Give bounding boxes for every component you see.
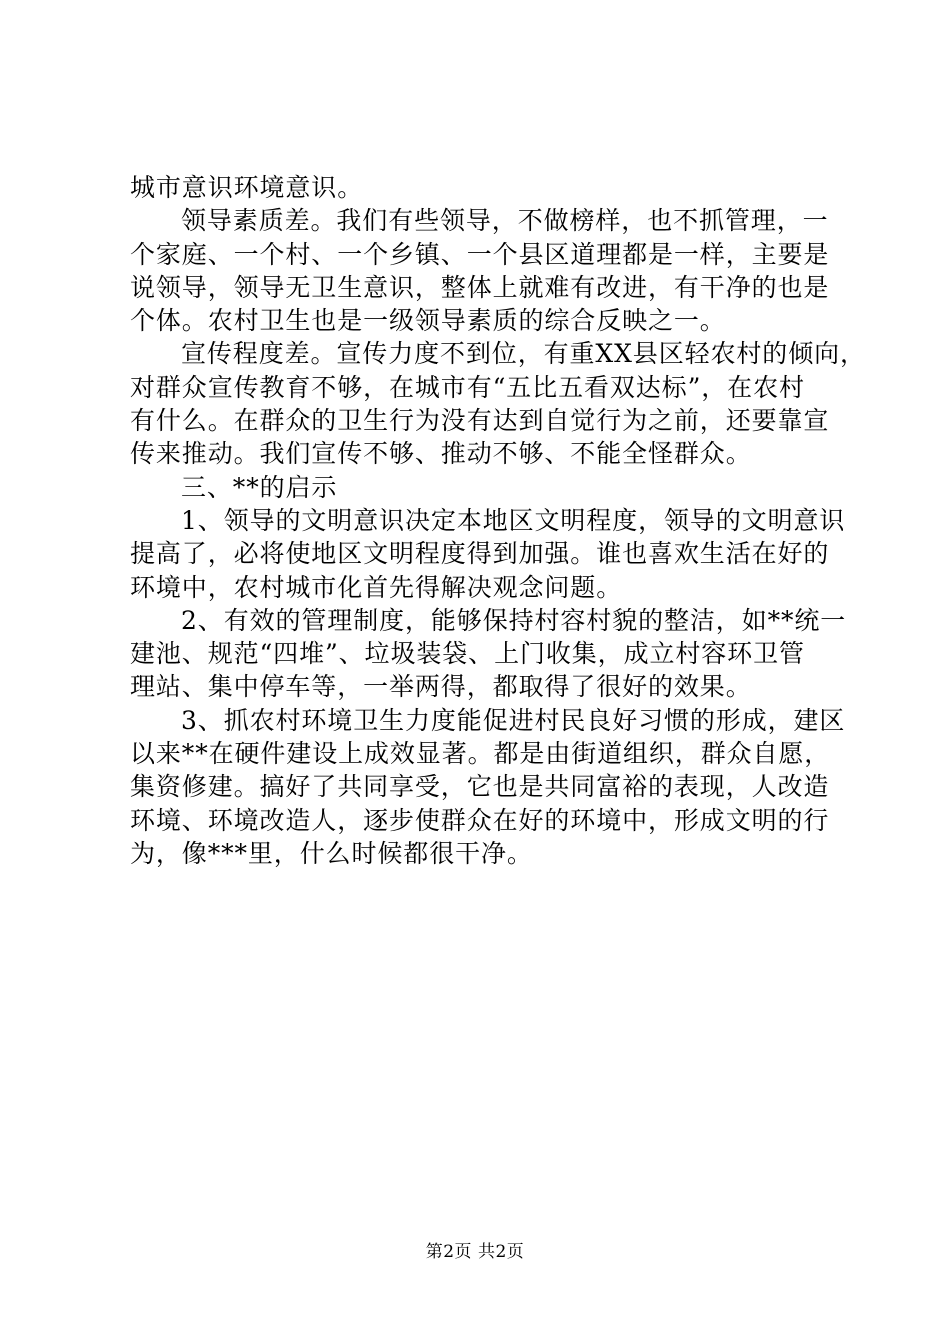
text-line: 环境、环境改造人，逐步使群众在好的环境中，形成文明的行: [130, 805, 830, 835]
text-line: 领导素质差。我们有些领导，不做榜样，也不抓管理，一: [181, 206, 829, 236]
text-line: 个家庭、一个村、一个乡镇、一个县区道理都是一样，主要是: [130, 239, 830, 269]
text-line: 3、抓农村环境卫生力度能促进村民良好习惯的形成，建区: [181, 705, 846, 735]
text-line: 建池、规范“四堆”、垃圾装袋、上门收集，成立村容环卫管: [130, 639, 805, 669]
text-line: 对群众宣传教育不够，在城市有“五比五看双达标”，在农村: [130, 372, 805, 402]
text-line: 城市意识环境意识。: [130, 173, 364, 202]
section-heading: 三、**的启示: [181, 472, 338, 502]
text-line: 环境中，农村城市化首先得解决观念问题。: [130, 572, 623, 602]
page-number: 第2页 共2页: [425, 1242, 525, 1262]
text-line: 以来**在硬件建设上成效显著。都是由街道组织，群众自愿，: [130, 739, 831, 769]
text-line: 个体。农村卫生也是一级领导素质的综合反映之一。: [130, 306, 726, 336]
text-line: 说领导，领导无卫生意识，整体上就难有改进，有干净的也是: [130, 272, 830, 302]
text-line: 集资修建。搞好了共同享受，它也是共同富裕的表现，人改造: [130, 772, 830, 802]
text-line: 有什么。在群众的卫生行为没有达到自觉行为之前，还要靠宣: [130, 406, 830, 436]
text-line: 传来推动。我们宣传不够、推动不够、不能全怪群众。: [130, 439, 752, 469]
text-line: 1、领导的文明意识决定本地区文明程度，领导的文明意识: [181, 505, 846, 535]
text-line: 为，像***里，什么时候都很干净。: [130, 838, 533, 868]
text-line: 2、有效的管理制度，能够保持村容村貌的整洁，如**统一: [181, 605, 847, 635]
page-footer: [0, 1241, 950, 1263]
text-line: 理站、集中停车等，一举两得，都取得了很好的效果。: [130, 672, 752, 702]
text-line: 宣传程度差。宣传力度不到位，有重XX县区轻农村的倾向，: [181, 339, 866, 369]
text-line: 提高了，必将使地区文明程度得到加强。谁也喜欢生活在好的: [130, 539, 830, 569]
document-body: [130, 171, 866, 870]
